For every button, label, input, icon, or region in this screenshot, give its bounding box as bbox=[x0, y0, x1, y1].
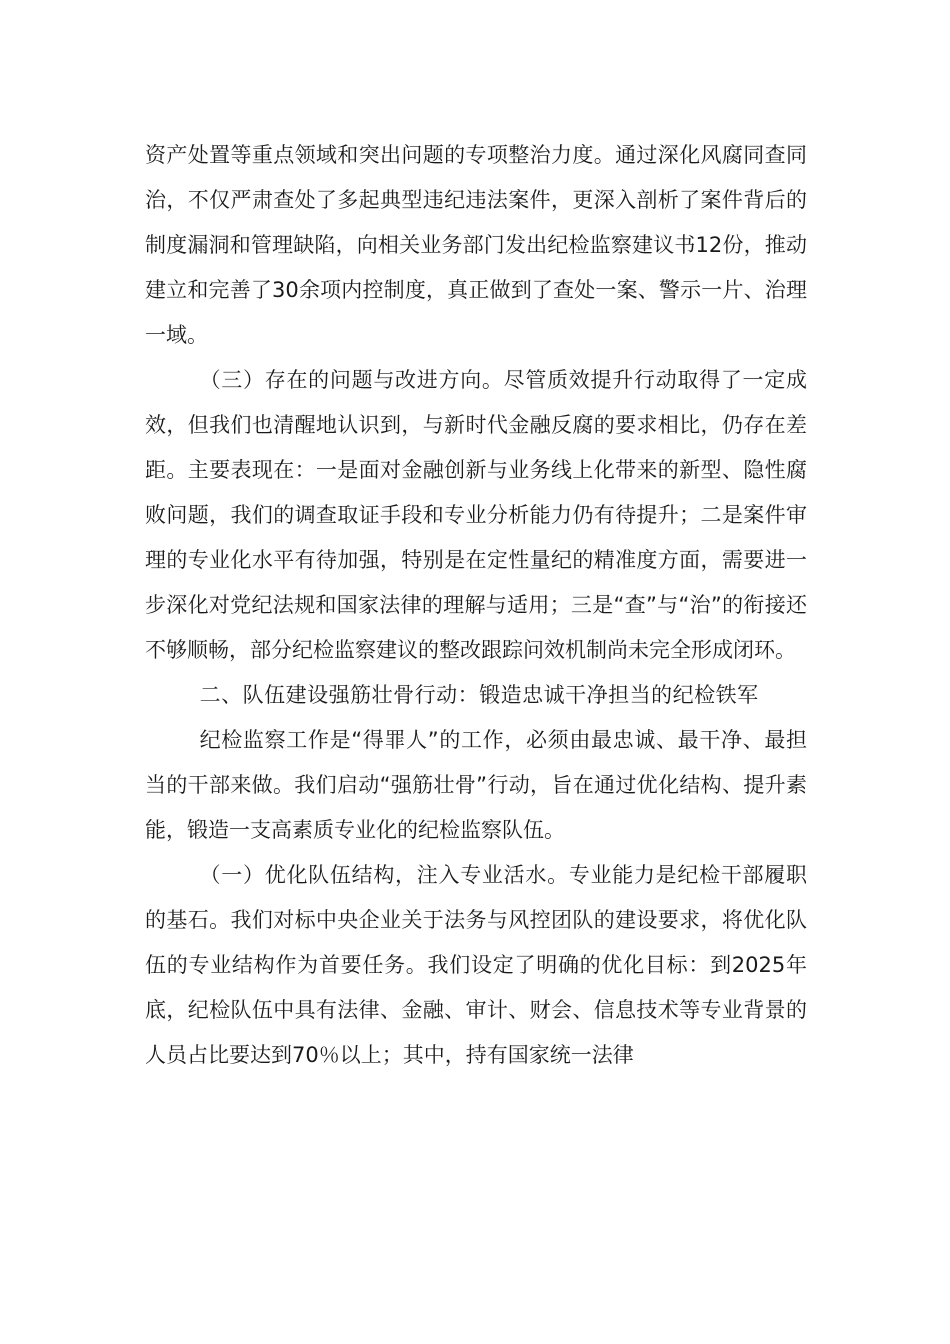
paragraph-existing-problems: （三）存在的问题与改进方向。尽管质效提升行动取得了一定成效，但我们也清醒地认识到，与新时代金融反腐的要求相比，仍存在差距。主要表现在：一是面对金融创新与业务线上化带来的新型、隐性腐败问题，我们的调查取证手段和专业分析能力仍有待提升；二是案件审理的专业化水平有待加强，特别是在定性量纪的精准度方面，需要进一步深化对党纪法规和国家法律的理解与适用；三是“查”与“治”的衔接还不够顺畅，部分纪检监察建议的整改跟踪问效机制尚未完全形成闭环。 bbox=[145, 368, 807, 662]
document-body bbox=[145, 133, 807, 1078]
paragraph-team-intro: 纪检监察工作是“得罪人”的工作，必须由最忠诚、最干净、最担当的干部来做。我们启动“强筋壮骨”行动，旨在通过优化结构、提升素能，锻造一支高素质专业化的纪检监察队伍。 bbox=[145, 728, 807, 842]
paragraph-continuation: 资产处置等重点领域和突出问题的专项整治力度。通过深化风腐同查同治，不仅严肃查处了多起典型违纪违法案件，更深入剖析了案件背后的制度漏洞和管理缺陷，向相关业务部门发出纪检监察建议书12份，推动建立和完善了30余项内控制度，真正做到了查处一案、警示一片、治理一域。 bbox=[145, 143, 807, 347]
paragraph-optimize-structure: （一）优化队伍结构，注入专业活水。专业能力是纪检干部履职的基石。我们对标中央企业关于法务与风控团队的建设要求，将优化队伍的专业结构作为首要任务。我们设定了明确的优化目标：到2025年底，纪检队伍中具有法律、金融、审计、财会、信息技术等专业背景的人员占比要达到70％以上；其中，持有国家统一法律 bbox=[145, 863, 807, 1067]
section-heading-team-building: 二、队伍建设强筋壮骨行动：锻造忠诚干净担当的纪检铁军 bbox=[199, 683, 759, 707]
